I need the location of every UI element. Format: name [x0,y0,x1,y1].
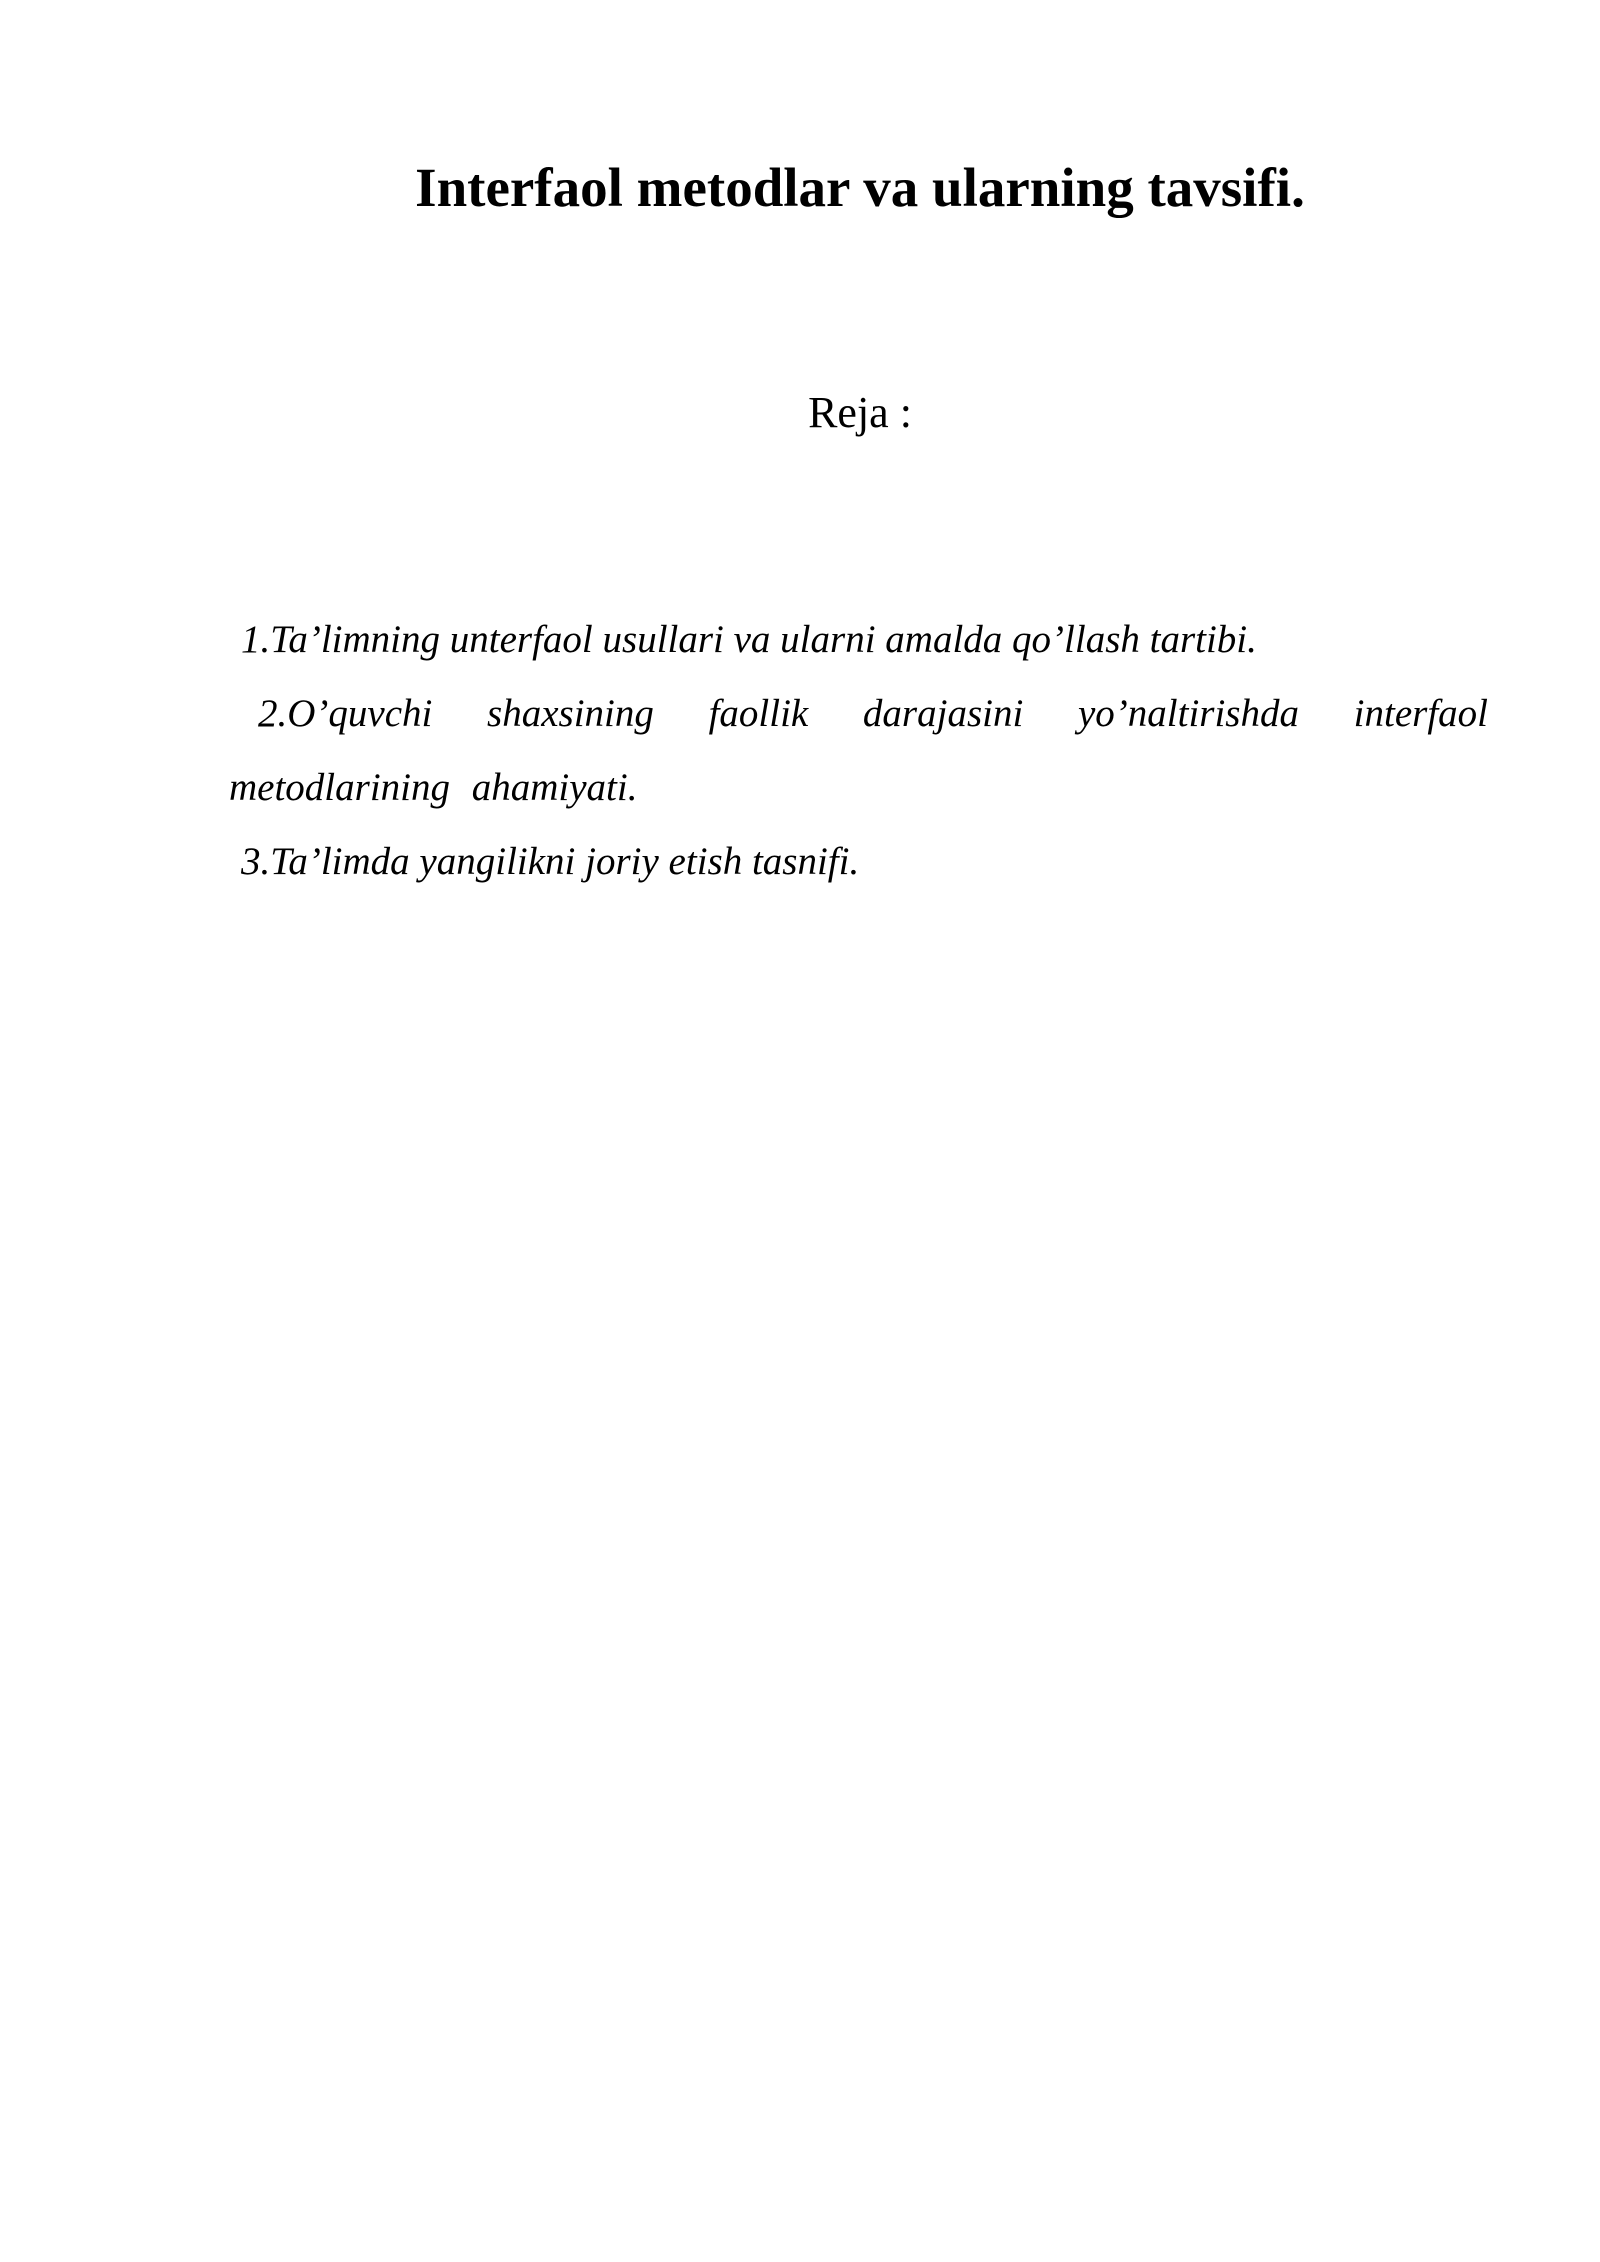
plan-item-2: 2.O’quvchi shaxsining faollik darajasini yo’naltirishda interfaol metodlarining ahamiyati. [229,692,1488,809]
plan-item-3: 3.Ta’limda yangilikni joriy etish tasnifi. [241,840,860,883]
document-title: Interfaol metodlar va ularning tavsifi. [415,157,1305,218]
plan-list [229,603,1488,899]
plan-item-1: 1.Ta’limning unterfaol usullari va ularni amalda qo’llash tartibi. [241,618,1257,661]
plan-heading: Reja : [808,388,912,437]
